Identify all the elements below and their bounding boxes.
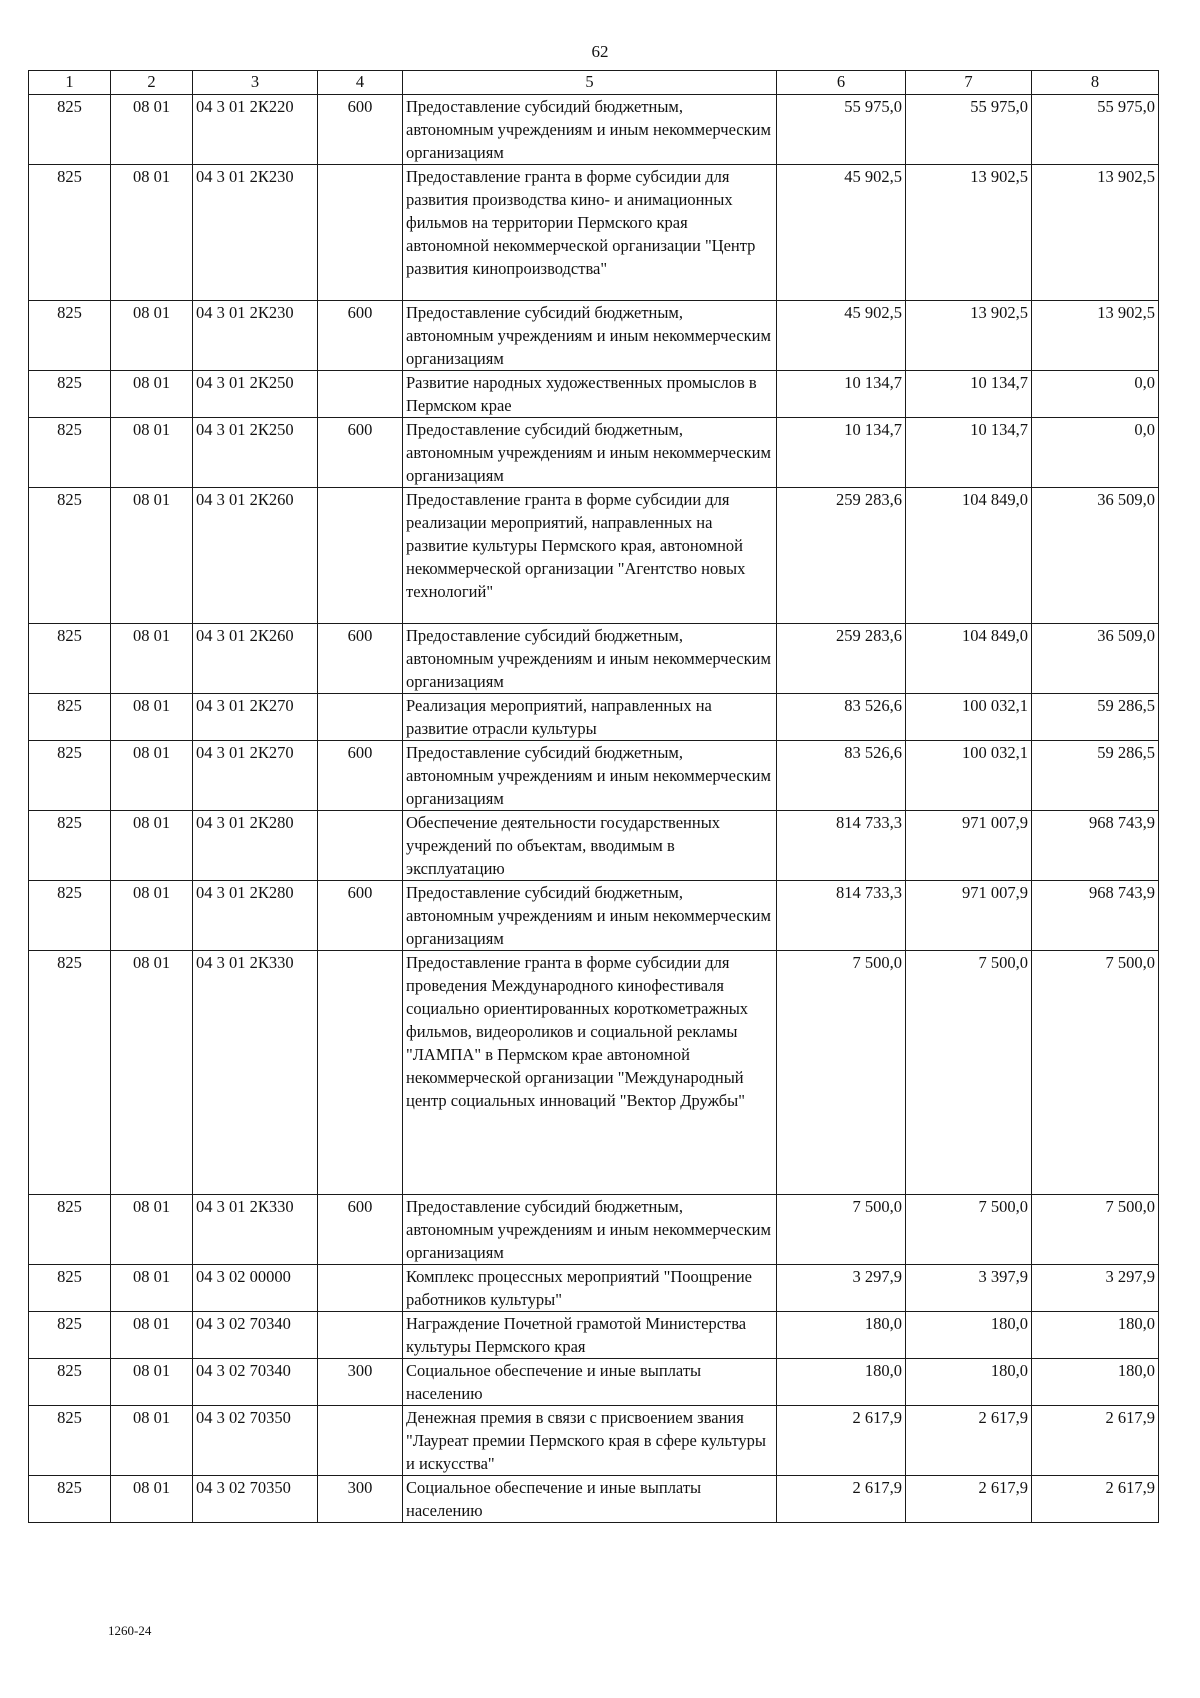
amount-col7-cell: 971 007,9 xyxy=(906,811,1032,881)
description-cell: Предоставление субсидий бюджетным, автономным учреждениям и иным некоммерческим организациям xyxy=(403,418,777,488)
expense-type-cell xyxy=(318,488,403,624)
expense-type-cell: 600 xyxy=(318,741,403,811)
expense-type-cell xyxy=(318,694,403,741)
amount-col6-cell: 45 902,5 xyxy=(777,165,906,301)
admin-code-cell: 825 xyxy=(29,95,111,165)
admin-code-cell: 825 xyxy=(29,1265,111,1312)
amount-col6-cell: 259 283,6 xyxy=(777,624,906,694)
amount-col7-cell: 13 902,5 xyxy=(906,301,1032,371)
description-cell: Предоставление гранта в форме субсидии для проведения Международного кинофестиваля социально ориентированных короткометражных фильмов, видеороликов и социальной рекламы "ЛАМПА" в Пермском крае автономной некоммерческой организации "Международный центр социальных инноваций "Вектор Дружбы" xyxy=(403,951,777,1195)
admin-code-cell: 825 xyxy=(29,165,111,301)
amount-col6-cell: 55 975,0 xyxy=(777,95,906,165)
expense-type-cell xyxy=(318,1406,403,1476)
table-row xyxy=(29,1476,1159,1523)
description-cell: Предоставление субсидий бюджетным, автономным учреждениям и иным некоммерческим организациям xyxy=(403,741,777,811)
expense-type-cell: 300 xyxy=(318,1476,403,1523)
amount-col7-cell: 13 902,5 xyxy=(906,165,1032,301)
expense-type-cell: 600 xyxy=(318,881,403,951)
amount-col8-cell: 59 286,5 xyxy=(1032,694,1159,741)
column-header: 2 xyxy=(111,71,193,95)
amount-col7-cell: 2 617,9 xyxy=(906,1406,1032,1476)
table-row xyxy=(29,165,1159,301)
amount-col8-cell: 2 617,9 xyxy=(1032,1406,1159,1476)
target-article-cell: 04 3 01 2К250 xyxy=(193,371,318,418)
admin-code-cell: 825 xyxy=(29,624,111,694)
table-row xyxy=(29,1406,1159,1476)
target-article-cell: 04 3 01 2К330 xyxy=(193,951,318,1195)
description-cell: Денежная премия в связи с присвоением звания "Лауреат премии Пермского края в сфере культуры и искусства" xyxy=(403,1406,777,1476)
table-row xyxy=(29,694,1159,741)
amount-col6-cell: 45 902,5 xyxy=(777,301,906,371)
amount-col8-cell: 180,0 xyxy=(1032,1359,1159,1406)
description-cell: Предоставление субсидий бюджетным, автономным учреждениям и иным некоммерческим организациям xyxy=(403,881,777,951)
table-row xyxy=(29,741,1159,811)
table-row xyxy=(29,881,1159,951)
target-article-cell: 04 3 02 70350 xyxy=(193,1476,318,1523)
admin-code-cell: 825 xyxy=(29,418,111,488)
column-header: 1 xyxy=(29,71,111,95)
amount-col8-cell: 968 743,9 xyxy=(1032,811,1159,881)
target-article-cell: 04 3 01 2К230 xyxy=(193,165,318,301)
description-cell: Предоставление субсидий бюджетным, автономным учреждениям и иным некоммерческим организациям xyxy=(403,301,777,371)
expense-type-cell xyxy=(318,371,403,418)
target-article-cell: 04 3 01 2К230 xyxy=(193,301,318,371)
section-code-cell: 08 01 xyxy=(111,488,193,624)
amount-col6-cell: 180,0 xyxy=(777,1359,906,1406)
description-cell: Обеспечение деятельности государственных учреждений по объектам, вводимым в эксплуатацию xyxy=(403,811,777,881)
expense-type-cell xyxy=(318,1265,403,1312)
section-code-cell: 08 01 xyxy=(111,165,193,301)
amount-col7-cell: 7 500,0 xyxy=(906,951,1032,1195)
amount-col8-cell: 36 509,0 xyxy=(1032,624,1159,694)
amount-col8-cell: 36 509,0 xyxy=(1032,488,1159,624)
target-article-cell: 04 3 01 2К220 xyxy=(193,95,318,165)
section-code-cell: 08 01 xyxy=(111,881,193,951)
column-number-row xyxy=(29,71,1159,95)
admin-code-cell: 825 xyxy=(29,811,111,881)
section-code-cell: 08 01 xyxy=(111,1406,193,1476)
amount-col8-cell: 180,0 xyxy=(1032,1312,1159,1359)
amount-col7-cell: 104 849,0 xyxy=(906,488,1032,624)
target-article-cell: 04 3 02 70350 xyxy=(193,1406,318,1476)
amount-col6-cell: 259 283,6 xyxy=(777,488,906,624)
table-row xyxy=(29,811,1159,881)
amount-col7-cell: 180,0 xyxy=(906,1312,1032,1359)
section-code-cell: 08 01 xyxy=(111,624,193,694)
amount-col8-cell: 59 286,5 xyxy=(1032,741,1159,811)
section-code-cell: 08 01 xyxy=(111,1265,193,1312)
amount-col6-cell: 7 500,0 xyxy=(777,951,906,1195)
section-code-cell: 08 01 xyxy=(111,1476,193,1523)
page-number: 62 xyxy=(591,42,609,61)
column-header: 8 xyxy=(1032,71,1159,95)
amount-col8-cell: 55 975,0 xyxy=(1032,95,1159,165)
amount-col7-cell: 100 032,1 xyxy=(906,741,1032,811)
table-row xyxy=(29,1359,1159,1406)
description-cell: Предоставление субсидий бюджетным, автономным учреждениям и иным некоммерческим организациям xyxy=(403,95,777,165)
document-code: 1260-24 xyxy=(108,1623,152,1638)
expense-type-cell xyxy=(318,165,403,301)
target-article-cell: 04 3 02 70340 xyxy=(193,1359,318,1406)
amount-col6-cell: 814 733,3 xyxy=(777,811,906,881)
amount-col8-cell: 2 617,9 xyxy=(1032,1476,1159,1523)
table-row xyxy=(29,1312,1159,1359)
admin-code-cell: 825 xyxy=(29,881,111,951)
amount-col8-cell: 7 500,0 xyxy=(1032,1195,1159,1265)
column-header: 3 xyxy=(193,71,318,95)
section-code-cell: 08 01 xyxy=(111,301,193,371)
admin-code-cell: 825 xyxy=(29,1195,111,1265)
description-cell: Социальное обеспечение и иные выплаты населению xyxy=(403,1359,777,1406)
expense-type-cell: 600 xyxy=(318,624,403,694)
section-code-cell: 08 01 xyxy=(111,1312,193,1359)
admin-code-cell: 825 xyxy=(29,1312,111,1359)
amount-col6-cell: 3 297,9 xyxy=(777,1265,906,1312)
amount-col6-cell: 180,0 xyxy=(777,1312,906,1359)
target-article-cell: 04 3 01 2К270 xyxy=(193,694,318,741)
amount-col6-cell: 10 134,7 xyxy=(777,418,906,488)
amount-col8-cell: 7 500,0 xyxy=(1032,951,1159,1195)
table-row xyxy=(29,371,1159,418)
amount-col7-cell: 55 975,0 xyxy=(906,95,1032,165)
admin-code-cell: 825 xyxy=(29,741,111,811)
amount-col8-cell: 3 297,9 xyxy=(1032,1265,1159,1312)
target-article-cell: 04 3 01 2К280 xyxy=(193,881,318,951)
amount-col6-cell: 814 733,3 xyxy=(777,881,906,951)
amount-col7-cell: 100 032,1 xyxy=(906,694,1032,741)
amount-col7-cell: 10 134,7 xyxy=(906,418,1032,488)
amount-col8-cell: 968 743,9 xyxy=(1032,881,1159,951)
section-code-cell: 08 01 xyxy=(111,371,193,418)
expense-type-cell: 600 xyxy=(318,1195,403,1265)
table-row xyxy=(29,624,1159,694)
target-article-cell: 04 3 01 2К270 xyxy=(193,741,318,811)
table-row xyxy=(29,1265,1159,1312)
amount-col6-cell: 2 617,9 xyxy=(777,1476,906,1523)
target-article-cell: 04 3 01 2К280 xyxy=(193,811,318,881)
section-code-cell: 08 01 xyxy=(111,951,193,1195)
target-article-cell: 04 3 01 2К330 xyxy=(193,1195,318,1265)
section-code-cell: 08 01 xyxy=(111,811,193,881)
amount-col8-cell: 0,0 xyxy=(1032,371,1159,418)
expense-type-cell xyxy=(318,1312,403,1359)
column-header: 4 xyxy=(318,71,403,95)
budget-table xyxy=(28,70,1159,1523)
section-code-cell: 08 01 xyxy=(111,1195,193,1265)
expense-type-cell xyxy=(318,811,403,881)
table-row xyxy=(29,95,1159,165)
expense-type-cell: 600 xyxy=(318,301,403,371)
amount-col6-cell: 83 526,6 xyxy=(777,741,906,811)
amount-col6-cell: 83 526,6 xyxy=(777,694,906,741)
table-row xyxy=(29,488,1159,624)
section-code-cell: 08 01 xyxy=(111,418,193,488)
table-row xyxy=(29,418,1159,488)
amount-col7-cell: 180,0 xyxy=(906,1359,1032,1406)
section-code-cell: 08 01 xyxy=(111,741,193,811)
description-cell: Предоставление гранта в форме субсидии для развития производства кино- и анимационных фильмов на территории Пермского края автономной некоммерческой организации "Центр развития кинопроизводства" xyxy=(403,165,777,301)
amount-col7-cell: 7 500,0 xyxy=(906,1195,1032,1265)
admin-code-cell: 825 xyxy=(29,371,111,418)
admin-code-cell: 825 xyxy=(29,1406,111,1476)
admin-code-cell: 825 xyxy=(29,951,111,1195)
amount-col7-cell: 971 007,9 xyxy=(906,881,1032,951)
target-article-cell: 04 3 01 2К260 xyxy=(193,488,318,624)
table-row xyxy=(29,951,1159,1195)
amount-col6-cell: 2 617,9 xyxy=(777,1406,906,1476)
description-cell: Предоставление субсидий бюджетным, автономным учреждениям и иным некоммерческим организациям xyxy=(403,1195,777,1265)
column-header: 6 xyxy=(777,71,906,95)
target-article-cell: 04 3 02 00000 xyxy=(193,1265,318,1312)
admin-code-cell: 825 xyxy=(29,1359,111,1406)
admin-code-cell: 825 xyxy=(29,1476,111,1523)
amount-col7-cell: 2 617,9 xyxy=(906,1476,1032,1523)
target-article-cell: 04 3 01 2К260 xyxy=(193,624,318,694)
description-cell: Развитие народных художественных промыслов в Пермском крае xyxy=(403,371,777,418)
section-code-cell: 08 01 xyxy=(111,1359,193,1406)
description-cell: Предоставление гранта в форме субсидии для реализации мероприятий, направленных на развитие культуры Пермского края, автономной некоммерческой организации "Агентство новых технологий" xyxy=(403,488,777,624)
amount-col7-cell: 104 849,0 xyxy=(906,624,1032,694)
table-row xyxy=(29,301,1159,371)
column-header: 7 xyxy=(906,71,1032,95)
amount-col8-cell: 13 902,5 xyxy=(1032,165,1159,301)
amount-col6-cell: 7 500,0 xyxy=(777,1195,906,1265)
column-header: 5 xyxy=(403,71,777,95)
expense-type-cell: 600 xyxy=(318,95,403,165)
section-code-cell: 08 01 xyxy=(111,95,193,165)
expense-type-cell: 300 xyxy=(318,1359,403,1406)
amount-col6-cell: 10 134,7 xyxy=(777,371,906,418)
admin-code-cell: 825 xyxy=(29,694,111,741)
target-article-cell: 04 3 02 70340 xyxy=(193,1312,318,1359)
expense-type-cell: 600 xyxy=(318,418,403,488)
table-row xyxy=(29,1195,1159,1265)
section-code-cell: 08 01 xyxy=(111,694,193,741)
description-cell: Награждение Почетной грамотой Министерства культуры Пермского края xyxy=(403,1312,777,1359)
expense-type-cell xyxy=(318,951,403,1195)
description-cell: Социальное обеспечение и иные выплаты населению xyxy=(403,1476,777,1523)
amount-col7-cell: 3 397,9 xyxy=(906,1265,1032,1312)
amount-col7-cell: 10 134,7 xyxy=(906,371,1032,418)
target-article-cell: 04 3 01 2К250 xyxy=(193,418,318,488)
description-cell: Предоставление субсидий бюджетным, автономным учреждениям и иным некоммерческим организациям xyxy=(403,624,777,694)
amount-col8-cell: 13 902,5 xyxy=(1032,301,1159,371)
description-cell: Реализация мероприятий, направленных на развитие отрасли культуры xyxy=(403,694,777,741)
amount-col8-cell: 0,0 xyxy=(1032,418,1159,488)
admin-code-cell: 825 xyxy=(29,301,111,371)
description-cell: Комплекс процессных мероприятий "Поощрение работников культуры" xyxy=(403,1265,777,1312)
admin-code-cell: 825 xyxy=(29,488,111,624)
